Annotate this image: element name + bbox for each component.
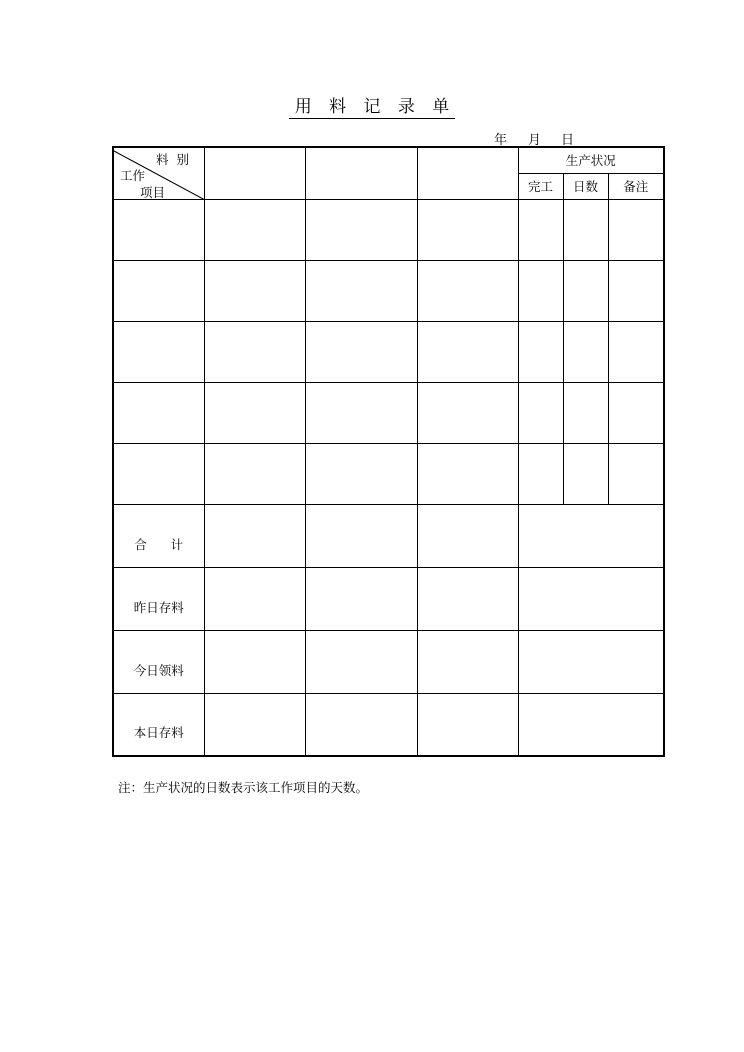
total-cell[interactable]: [305, 504, 417, 567]
remarks-cell[interactable]: [608, 321, 664, 382]
days-cell[interactable]: [563, 260, 608, 321]
date-day-label: 日: [561, 133, 575, 148]
material-cell[interactable]: [417, 260, 518, 321]
today-received-cell[interactable]: [204, 630, 305, 693]
yesterday-stock-row: [113, 567, 664, 630]
completed-cell[interactable]: [518, 260, 563, 321]
table-row: [113, 260, 664, 321]
work-item-cell[interactable]: [113, 260, 204, 321]
corner-header-cell: [113, 147, 204, 199]
today-received-row: [113, 630, 664, 693]
material-cell[interactable]: [305, 443, 417, 504]
form-title: 用 料 记 录 单: [0, 92, 744, 117]
material-cell[interactable]: [417, 443, 518, 504]
completed-header: 完工: [518, 173, 563, 199]
table-row: [113, 443, 664, 504]
production-status-header: 生产状况: [518, 147, 664, 173]
today-received-label: 今日领料: [113, 630, 204, 693]
today-stock-cell[interactable]: [305, 693, 417, 756]
material-cell[interactable]: [305, 321, 417, 382]
total-status-cell[interactable]: [518, 504, 664, 567]
material-cell[interactable]: [204, 321, 305, 382]
date-month-label: 月: [528, 133, 542, 148]
today-stock-row: [113, 693, 664, 756]
material-cell[interactable]: [305, 199, 417, 260]
material-cell[interactable]: [305, 260, 417, 321]
work-item-cell[interactable]: [113, 382, 204, 443]
material-col-2-header[interactable]: [305, 147, 417, 199]
today-stock-status-cell[interactable]: [518, 693, 664, 756]
today-stock-cell[interactable]: [204, 693, 305, 756]
yesterday-stock-cell[interactable]: [417, 567, 518, 630]
corner-label-item: 项目: [140, 185, 166, 200]
date-year-label: 年: [494, 133, 508, 148]
total-row: [113, 504, 664, 567]
yesterday-stock-status-cell[interactable]: [518, 567, 664, 630]
days-cell[interactable]: [563, 321, 608, 382]
completed-cell[interactable]: [518, 199, 563, 260]
footnote: 注：生产状况的日数表示该工作项目的天数。: [118, 780, 369, 795]
corner-label-material-type: 料 别: [156, 152, 191, 167]
table-row: [113, 382, 664, 443]
work-item-cell[interactable]: [113, 443, 204, 504]
today-received-status-cell[interactable]: [518, 630, 664, 693]
today-stock-label: 本日存料: [113, 693, 204, 756]
today-stock-cell[interactable]: [417, 693, 518, 756]
completed-cell[interactable]: [518, 382, 563, 443]
material-cell[interactable]: [204, 382, 305, 443]
material-cell[interactable]: [305, 382, 417, 443]
yesterday-stock-label: 昨日存料: [113, 567, 204, 630]
remarks-cell[interactable]: [608, 382, 664, 443]
work-item-cell[interactable]: [113, 199, 204, 260]
yesterday-stock-cell[interactable]: [305, 567, 417, 630]
material-record-table: [112, 146, 665, 757]
material-cell[interactable]: [204, 199, 305, 260]
days-cell[interactable]: [563, 443, 608, 504]
material-col-1-header[interactable]: [204, 147, 305, 199]
material-cell[interactable]: [417, 199, 518, 260]
completed-cell[interactable]: [518, 321, 563, 382]
today-received-cell[interactable]: [305, 630, 417, 693]
corner-label-work: 工作: [120, 168, 146, 183]
days-header: 日数: [563, 173, 608, 199]
material-cell[interactable]: [417, 321, 518, 382]
material-cell[interactable]: [204, 443, 305, 504]
completed-cell[interactable]: [518, 443, 563, 504]
table-row: [113, 199, 664, 260]
remarks-header: 备注: [608, 173, 664, 199]
total-cell[interactable]: [204, 504, 305, 567]
remarks-cell[interactable]: [608, 199, 664, 260]
remarks-cell[interactable]: [608, 260, 664, 321]
table-row: [113, 321, 664, 382]
material-col-3-header[interactable]: [417, 147, 518, 199]
yesterday-stock-cell[interactable]: [204, 567, 305, 630]
total-cell[interactable]: [417, 504, 518, 567]
days-cell[interactable]: [563, 382, 608, 443]
days-cell[interactable]: [563, 199, 608, 260]
total-label: 合 计: [113, 504, 204, 567]
remarks-cell[interactable]: [608, 443, 664, 504]
today-received-cell[interactable]: [417, 630, 518, 693]
work-item-cell[interactable]: [113, 321, 204, 382]
material-cell[interactable]: [204, 260, 305, 321]
material-cell[interactable]: [417, 382, 518, 443]
